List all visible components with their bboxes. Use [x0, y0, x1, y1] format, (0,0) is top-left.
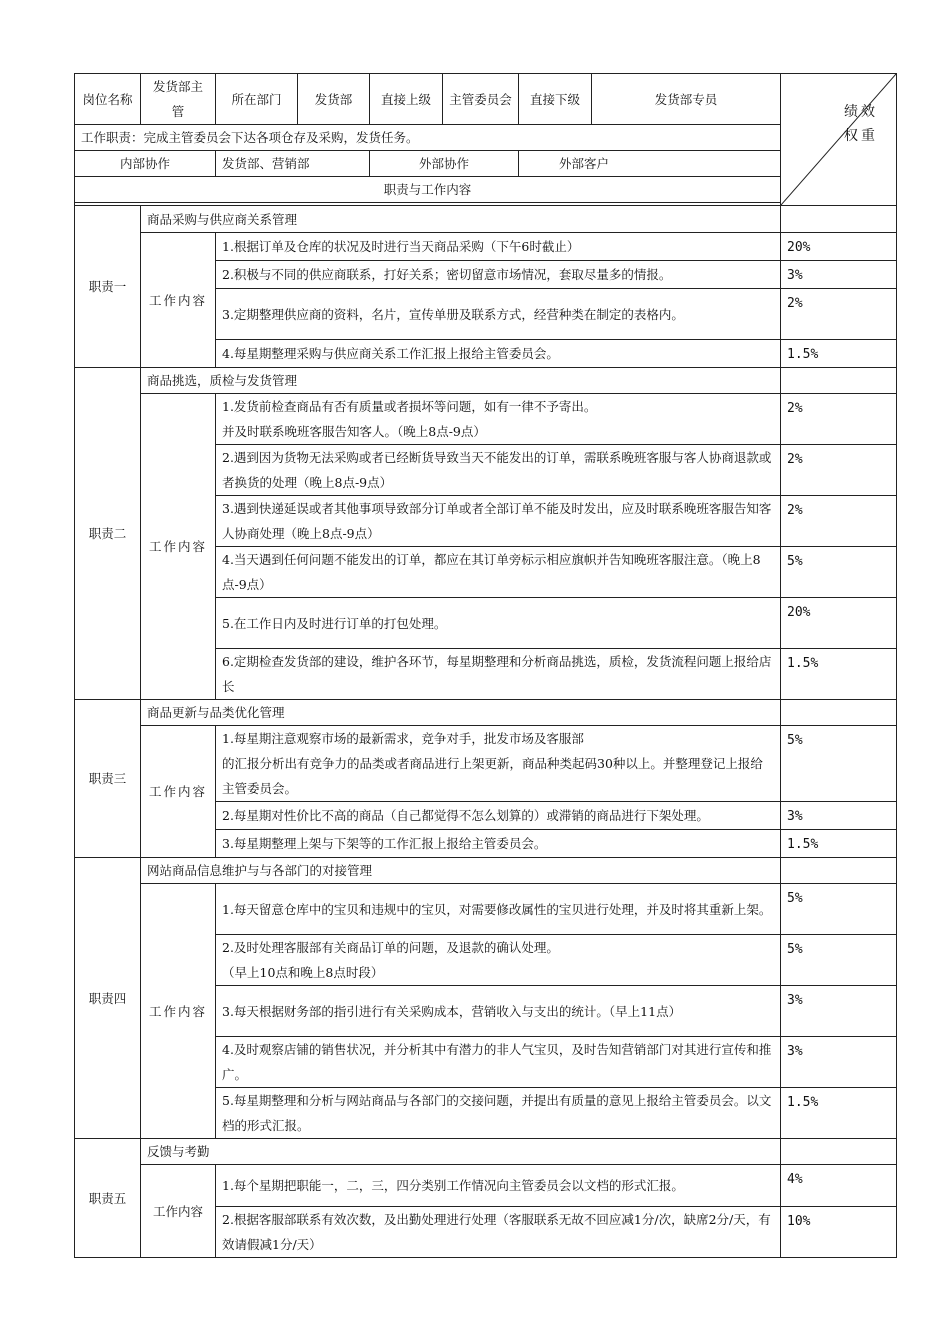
- work-content-label: 工作内容: [141, 1165, 216, 1258]
- work-item-text: 4.当天遇到任何问题不能发出的订单，都应在其订单旁标示相应旗帜并告知晚班客服注意。（晚上8点-9点）: [216, 547, 781, 598]
- duty-title: 商品采购与供应商关系管理: [141, 206, 781, 233]
- work-item-text: 1.每星期注意观察市场的最新需求，竞争对手，批发市场及客服部 的汇报分析出有竞争力的品类或者商品进行上架更新，商品种类起码30种以上。并整理登记上报给主管委员会。: [216, 726, 781, 802]
- position-label: 岗位名称: [75, 74, 141, 125]
- work-content-label: 工作内容: [141, 726, 216, 858]
- work-item-weight: 5%: [781, 726, 897, 802]
- duty-name: 职责四: [75, 858, 141, 1139]
- work-item-text: 2.及时处理客服部有关商品订单的问题，及退款的确认处理。 （早上10点和晚上8点时段）: [216, 935, 781, 986]
- work-item-weight: 2%: [781, 394, 897, 445]
- work-item-weight: 2%: [781, 289, 897, 340]
- work-item-text: 2.根据客服部联系有效次数，及出勤处理进行处理（客服联系无故不回应减1分/次，缺席2分/天，有效请假减1分/天）: [216, 1207, 781, 1258]
- duty-title: 商品更新与品类优化管理: [141, 700, 781, 726]
- work-item-text: 3.遇到快递延误或者其他事项导致部分订单或者全部订单不能及时发出，应及时联系晚班客服告知客人协商处理（晚上8点-9点）: [216, 496, 781, 547]
- work-item-text: 5.在工作日内及时进行订单的打包处理。: [216, 598, 781, 649]
- work-item-text: 3.每星期整理上架与下架等的工作汇报上报给主管委员会。: [216, 830, 781, 858]
- duty-title-weight-blank: [781, 700, 897, 726]
- subordinate-label: 直接下级: [519, 74, 592, 125]
- work-content-label: 工作内容: [141, 233, 216, 368]
- weight-header-cell: [781, 74, 897, 206]
- work-item-weight: 2%: [781, 445, 897, 496]
- work-item-weight: 1.5%: [781, 830, 897, 858]
- work-item-row: [75, 884, 897, 935]
- work-item-row: [75, 726, 897, 802]
- work-content-label: 工作内容: [141, 394, 216, 700]
- duty-title-row: [75, 700, 897, 726]
- work-item-text: 3.定期整理供应商的资料，名片，宣传单册及联系方式，经营种类在制定的表格内。: [216, 289, 781, 340]
- work-item-text: 1.发货前检查商品有否有质量或者损坏等问题，如有一律不予寄出。 并及时联系晚班客服告知客人。（晚上8点-9点）: [216, 394, 781, 445]
- work-item-weight: 1.5%: [781, 649, 897, 700]
- department-label: 所在部门: [216, 74, 298, 125]
- external-coop-label: 外部协作: [370, 151, 519, 177]
- internal-coop-value: 发货部、营销部: [216, 151, 370, 177]
- duty-title-row: [75, 858, 897, 884]
- work-item-weight: 5%: [781, 884, 897, 935]
- work-item-text: 2.遇到因为货物无法采购或者已经断货导致当天不能发出的订单，需联系晚班客服与客人协商退款或者换货的处理（晚上8点-9点）: [216, 445, 781, 496]
- weight-label: 绩效权重: [844, 104, 878, 144]
- work-item-text: 1.每个星期把职能一，二，三，四分类别工作情况向主管委员会以文档的形式汇报。: [216, 1165, 781, 1207]
- duty-title: 商品挑选，质检与发货管理: [141, 368, 781, 394]
- work-item-weight: 20%: [781, 233, 897, 261]
- duties-body: [75, 206, 897, 1258]
- work-item-weight: 3%: [781, 802, 897, 830]
- work-item-weight: 10%: [781, 1207, 897, 1258]
- supervisor-label: 直接上级: [370, 74, 443, 125]
- duty-title-row: [75, 1139, 897, 1165]
- work-item-weight: 1.5%: [781, 340, 897, 368]
- work-item-weight: 20%: [781, 598, 897, 649]
- work-item-text: 2.积极与不同的供应商联系，打好关系；密切留意市场情况，套取尽量多的情报。: [216, 261, 781, 289]
- duty-title-row: [75, 206, 897, 233]
- work-content-label: 工作内容: [141, 884, 216, 1139]
- work-item-weight: 2%: [781, 496, 897, 547]
- work-item-row: [75, 1165, 897, 1207]
- work-item-text: 4.及时观察店铺的销售状况，并分析其中有潜力的非人气宝贝，及时告知营销部门对其进行宣传和推广。: [216, 1037, 781, 1088]
- work-item-text: 1.每天留意仓库中的宝贝和违规中的宝贝，对需要修改属性的宝贝进行处理，并及时将其重新上架。: [216, 884, 781, 935]
- work-item-weight: 3%: [781, 986, 897, 1037]
- duty-title-weight-blank: [781, 206, 897, 233]
- work-item-text: 4.每星期整理采购与供应商关系工作汇报上报给主管委员会。: [216, 340, 781, 368]
- supervisor-value: 主管委员会: [443, 74, 519, 125]
- work-item-weight: 3%: [781, 261, 897, 289]
- work-item-weight: 5%: [781, 547, 897, 598]
- work-item-row: [75, 394, 897, 445]
- job-description-table: [74, 73, 897, 1258]
- work-item-text: 1.根据订单及仓库的状况及时进行当天商品采购（下午6时截止）: [216, 233, 781, 261]
- duty-name: 职责三: [75, 700, 141, 858]
- work-item-text: 3.每天根据财务部的指引进行有关采购成本，营销收入与支出的统计。（早上11点）: [216, 986, 781, 1037]
- department-value: 发货部: [298, 74, 370, 125]
- subordinate-value: 发货部专员: [592, 74, 781, 125]
- duty-name: 职责五: [75, 1139, 141, 1258]
- duty-title-weight-blank: [781, 1139, 897, 1165]
- internal-coop-label: 内部协作: [75, 151, 216, 177]
- section-title: 职责与工作内容: [75, 177, 781, 203]
- external-coop-value: 外部客户: [519, 151, 781, 177]
- duty-summary: 工作职责：完成主管委员会下达各项仓存及采购，发货任务。: [75, 125, 781, 151]
- work-item-weight: 3%: [781, 1037, 897, 1088]
- work-item-text: 5.每星期整理和分析与网站商品与各部门的交接问题，并提出有质量的意见上报给主管委员会。以文档的形式汇报。: [216, 1088, 781, 1139]
- work-item-text: 2.每星期对性价比不高的商品（自己都觉得不怎么划算的）或滞销的商品进行下架处理。: [216, 802, 781, 830]
- work-item-weight: 1.5%: [781, 1088, 897, 1139]
- duty-title-weight-blank: [781, 368, 897, 394]
- work-item-weight: 5%: [781, 935, 897, 986]
- duty-title: 网站商品信息维护与与各部门的对接管理: [141, 858, 781, 884]
- work-item-row: [75, 233, 897, 261]
- position-value: 发货部主管: [141, 74, 216, 125]
- duty-name: 职责一: [75, 206, 141, 368]
- duty-title-weight-blank: [781, 858, 897, 884]
- work-item-weight: 4%: [781, 1165, 897, 1207]
- duty-title-row: [75, 368, 897, 394]
- duty-title: 反馈与考勤: [141, 1139, 781, 1165]
- work-item-text: 6.定期检查发货部的建设，维护各环节，每星期整理和分析商品挑选，质检，发货流程问题上报给店长: [216, 649, 781, 700]
- duty-name: 职责二: [75, 368, 141, 700]
